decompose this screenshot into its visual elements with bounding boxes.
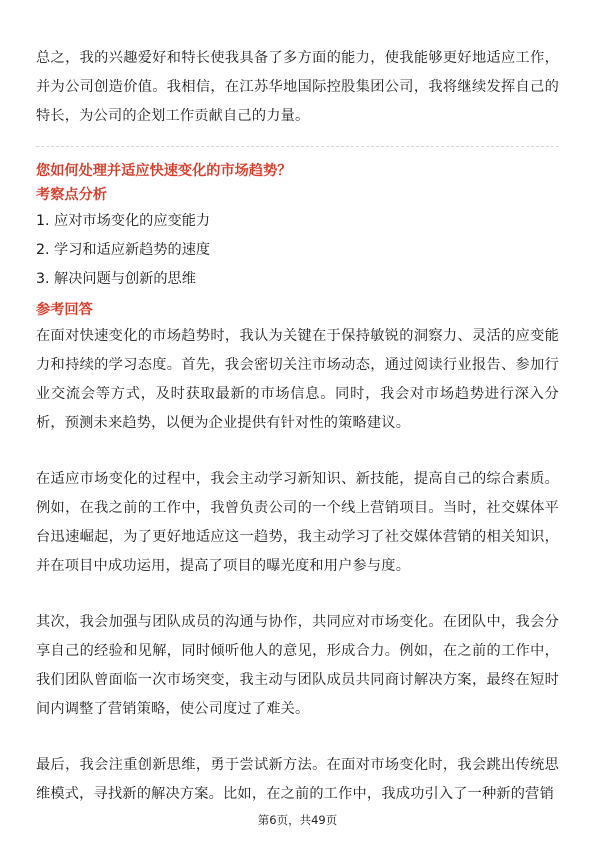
analysis-item: 2. 学习和适应新趋势的速度: [36, 242, 211, 258]
answer-paragraph: 在适应市场变化的过程中，我会主动学习新知识、新技能，提高自己的综合素质。例如，在我之前的工作中，我曾负责公司的一个线上营销项目。当时，社交媒体平台迅速崛起，为了更好地适应这一趋势，我主动学习了社交媒体营销的相关知识，并在项目中成功运用，提高了项目的曝光度和用户参与度。: [36, 471, 559, 574]
section-divider: [36, 146, 559, 147]
page-footer: [0, 812, 595, 828]
answer-paragraph: 在面对快速变化的市场趋势时，我认为关键在于保持敏锐的洞察力、灵活的应变能力和持续的学习态度。首先，我会密切关注市场动态，通过阅读行业报告、参加行业交流会等方式，及时获取最新的市场信息。同时，我会对市场趋势进行深入分析，预测未来趋势，以便为企业提供有针对性的策略建议。: [36, 328, 559, 431]
document-page: [36, 44, 559, 809]
answer-heading: 参考回答: [36, 302, 93, 318]
analysis-heading: 考察点分析: [36, 187, 107, 203]
page-number: 第6页，共49页: [257, 813, 338, 827]
answer-paragraph: 其次，我会加强与团队成员的沟通与协作，共同应对市场变化。在团队中，我会分享自己的经验和见解，同时倾听他人的意见，形成合力。例如，在之前的工作中，我们团队曾面临一次市场突变，我主动与团队成员共同商讨解决方案，最终在短时间内调整了营销策略，使公司度过了难关。: [36, 614, 559, 717]
analysis-item: 1. 应对市场变化的应变能力: [36, 213, 211, 229]
intro-paragraph: 总之，我的兴趣爱好和特长使我具备了多方面的能力，使我能够更好地适应工作，并为公司创造价值。我相信，在江苏华地国际控股集团公司，我将继续发挥自己的特长，为公司的企划工作贡献自己的力量。: [36, 50, 559, 124]
analysis-item: 3. 解决问题与创新的思维: [36, 271, 196, 287]
answer-paragraph: 最后，我会注重创新思维，勇于尝试新方法。在面对市场变化时，我会跳出传统思维模式，寻找新的解决方案。比如，在之前的工作中，我成功引入了一种新的营销: [36, 757, 559, 802]
interview-question: 您如何处理并适应快速变化的市场趋势？: [36, 163, 292, 179]
